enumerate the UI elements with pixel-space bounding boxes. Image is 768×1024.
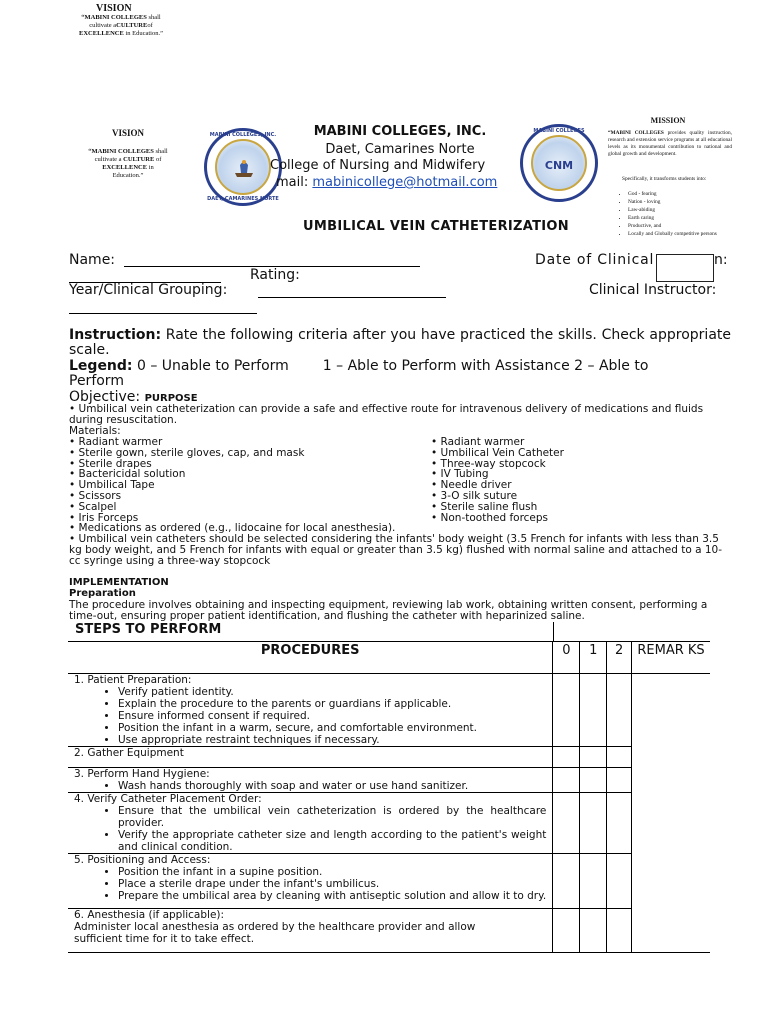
procedure-cell bbox=[68, 674, 553, 747]
date-label: Date of Clinical bbox=[535, 252, 655, 268]
scale-2-header: 2 bbox=[607, 642, 632, 674]
document-title: UMBILICAL VEIN CATHETERIZATION bbox=[303, 219, 569, 234]
procedure-step: 4. Verify Catheter Placement Order: bbox=[74, 793, 262, 805]
scale-0-header: 0 bbox=[553, 642, 580, 674]
procedures-header: PROCEDURES bbox=[68, 642, 553, 674]
date-box[interactable] bbox=[656, 254, 714, 282]
table-header-row bbox=[68, 642, 710, 674]
legend bbox=[69, 359, 731, 389]
table-row bbox=[68, 674, 710, 747]
step-title: Perform Hand Hygiene: bbox=[84, 768, 210, 780]
objective-label: Objective: bbox=[69, 389, 145, 405]
score-0-cell[interactable] bbox=[553, 768, 580, 793]
step-list bbox=[68, 686, 552, 746]
date-label-tail: n: bbox=[714, 252, 728, 268]
score-0-cell[interactable] bbox=[553, 793, 580, 854]
mission-text: “MABINI COLLEGES bbox=[608, 130, 664, 136]
legend-item: 0 – Unable to Perform bbox=[132, 358, 289, 374]
score-0-cell[interactable] bbox=[553, 909, 580, 953]
purpose-text: • Umbilical vein catheterization can provide a safe and effective route for intravenous delivery of medications and fluids during resuscitation. bbox=[69, 403, 704, 426]
instruction-text bbox=[69, 328, 731, 358]
step-number: 2. bbox=[74, 747, 85, 759]
step-text: Administer local anesthesia as ordered by the healthcare provider and allow sufficient time for it to take effect. bbox=[74, 921, 476, 945]
catheter-note: • Umbilical vein catheters should be selected considering the infants' body weight (3.5 French for infants with less than 3.5 kg body weight, and 5 French for infants with equal or greater than 3.5 kg) flushed with normal saline and attached to a 10-cc syringe using a three-way stopcock bbox=[69, 533, 723, 567]
preparation-text: The procedure involves obtaining and inspecting equipment, reviewing lab work, obtaining written consent, performing a time-out, ensuring proper patient identification, and flushing the catheter with heparinized saline. bbox=[69, 599, 708, 622]
list-item: • God - fearing bbox=[628, 190, 746, 198]
implementation-label: IMPLEMENTATION bbox=[69, 577, 169, 588]
email-label: mail: bbox=[276, 175, 313, 190]
step-list bbox=[68, 780, 552, 792]
procedures-table bbox=[68, 641, 710, 953]
rating-label: Rating: bbox=[250, 267, 300, 283]
list-item: • Radiant warmer bbox=[69, 436, 163, 448]
remarks-cell[interactable] bbox=[632, 909, 710, 953]
clinical-instructor-label: Clinical Instructor: bbox=[589, 282, 717, 298]
score-0-cell[interactable] bbox=[553, 854, 580, 909]
purpose-label: PURPOSE bbox=[144, 393, 198, 404]
score-1-cell[interactable] bbox=[580, 747, 607, 768]
vision-text: CULTURE bbox=[123, 156, 155, 163]
step-number: 1. bbox=[74, 674, 85, 686]
year-grouping-input-line[interactable] bbox=[258, 297, 446, 298]
seal-text: MABINI COLLEGES bbox=[533, 128, 585, 134]
procedure-step: 5. Positioning and Access: bbox=[74, 854, 211, 866]
list-item: • 3-O silk suture bbox=[431, 489, 518, 502]
vision-text: of bbox=[147, 22, 153, 29]
seal-text: MABINI COLLEGES, INC. bbox=[209, 132, 277, 138]
score-1-cell[interactable] bbox=[580, 793, 607, 854]
scale-1-header: 1 bbox=[580, 642, 607, 674]
lamp-icon bbox=[231, 155, 257, 181]
remarks-cell[interactable] bbox=[632, 747, 710, 768]
remarks-cell[interactable] bbox=[632, 674, 710, 747]
list-item: • Prepare the umbilical area by cleaning with antiseptic solution and allow it to dry. bbox=[118, 890, 546, 902]
college-name: College of Nursing and Midwifery bbox=[270, 158, 486, 173]
list-item: • Law-abiding bbox=[628, 206, 746, 214]
procedure-cell bbox=[68, 793, 553, 854]
list-item: • Nation - loving bbox=[628, 198, 746, 206]
table-top-divider bbox=[553, 622, 554, 642]
list-item: • Locally and Globally competitive persons bbox=[628, 230, 746, 238]
list-item: • Use appropriate restraint techniques if necessary. bbox=[118, 734, 552, 746]
procedure-cell bbox=[68, 909, 553, 953]
institution-name: MABINI COLLEGES, INC. bbox=[313, 124, 487, 139]
list-item: • Scalpel bbox=[69, 500, 117, 513]
score-2-cell[interactable] bbox=[607, 909, 632, 953]
table-row bbox=[68, 747, 710, 768]
remarks-cell[interactable] bbox=[632, 768, 710, 793]
list-item: • Non-toothed forceps bbox=[431, 511, 549, 524]
list-item: • Productive, and bbox=[628, 222, 746, 230]
list-item: • Needle driver bbox=[431, 479, 512, 492]
preparation-label: Preparation bbox=[69, 588, 136, 599]
table-row bbox=[68, 768, 710, 793]
list-item: • Verify the appropriate catheter size and length according to the patient's weight and clinical condition. bbox=[118, 829, 546, 853]
contact-email bbox=[276, 175, 497, 190]
seal-text: CNM bbox=[544, 159, 574, 172]
procedure-step: 6. Anesthesia (if applicable): bbox=[74, 909, 225, 921]
vision-text: cultivate a bbox=[89, 22, 117, 29]
score-2-cell[interactable] bbox=[607, 674, 632, 747]
institution-address: Daet, Camarines Norte bbox=[325, 142, 475, 157]
list-item: • Sterile gown, sterile gloves, cap, and mask bbox=[69, 446, 305, 459]
vision-text: EXCELLENCE bbox=[79, 30, 124, 37]
list-item: • Radiant warmer bbox=[431, 436, 525, 448]
steps-heading: STEPS TO PERFORM bbox=[75, 622, 222, 637]
top-vision-title: VISION bbox=[96, 3, 132, 14]
mission-specific: Specifically, it transforms students into: bbox=[622, 176, 707, 182]
list-item: • Umbilical Tape bbox=[69, 479, 155, 492]
procedure-step bbox=[68, 747, 552, 759]
score-0-cell[interactable] bbox=[553, 674, 580, 747]
list-item: • Scissors bbox=[69, 489, 122, 502]
list-item: • Position the infant in a warm, secure, and comfortable environment. bbox=[118, 722, 552, 734]
vision-text: CULTURE bbox=[116, 22, 148, 29]
vision-text: Education.” bbox=[112, 172, 144, 179]
legend-label: Legend: bbox=[69, 358, 133, 374]
vision-text: shall bbox=[153, 148, 168, 155]
materials-label: Materials: bbox=[69, 425, 121, 437]
vision-text: shall bbox=[146, 14, 161, 21]
seal-text: DAET, CAMARINES NORTE bbox=[207, 196, 279, 202]
list-item: • Verify patient identity. bbox=[118, 686, 552, 698]
medications-note: • Medications as ordered (e.g., lidocaine for local anesthesia). bbox=[69, 522, 396, 534]
header-vision-statement bbox=[80, 148, 176, 180]
list-item: • Iris Forceps bbox=[69, 511, 139, 524]
vision-text: “MABINI COLLEGES bbox=[81, 14, 147, 21]
step-list bbox=[68, 866, 552, 902]
table-row bbox=[68, 909, 710, 953]
score-1-cell[interactable] bbox=[580, 854, 607, 909]
procedure-step bbox=[68, 768, 552, 780]
list-item: • Position the infant in a supine position. bbox=[118, 866, 546, 878]
vision-text: of bbox=[154, 156, 162, 163]
email-link[interactable]: mabinicollege@hotmail.com bbox=[312, 175, 498, 190]
instruction-label: Instruction: bbox=[69, 327, 162, 343]
procedure-step bbox=[68, 674, 552, 686]
vision-text: “MABINI COLLEGES bbox=[88, 148, 154, 155]
score-2-cell[interactable] bbox=[607, 793, 632, 854]
score-2-cell[interactable] bbox=[607, 768, 632, 793]
list-item: • Explain the procedure to the parents or guardians if applicable. bbox=[118, 698, 552, 710]
name-label: Name: bbox=[69, 252, 116, 268]
list-item: • Ensure informed consent if required. bbox=[118, 710, 552, 722]
score-2-cell[interactable] bbox=[607, 747, 632, 768]
step-title: Gather Equipment bbox=[84, 747, 184, 759]
vision-text: in bbox=[147, 164, 154, 171]
mission-body bbox=[608, 130, 732, 158]
procedure-cell bbox=[68, 747, 553, 768]
list-item: • IV Tubing bbox=[431, 468, 489, 481]
instruction-body: Rate the following criteria after you have practiced the skills. Check appropriate scale. bbox=[69, 327, 731, 358]
list-item: • Umbilical Vein Catheter bbox=[431, 446, 564, 459]
list-item: • Sterile drapes bbox=[69, 457, 152, 470]
vision-text: cultivate a bbox=[94, 156, 124, 163]
remarks-cell[interactable] bbox=[632, 793, 710, 854]
score-0-cell[interactable] bbox=[553, 747, 580, 768]
step-list bbox=[68, 805, 552, 853]
score-1-cell[interactable] bbox=[580, 909, 607, 953]
materials-list-left bbox=[69, 437, 409, 523]
step-title: Patient Preparation: bbox=[84, 674, 192, 686]
remarks-cell[interactable] bbox=[632, 854, 710, 909]
list-item: • Wash hands thoroughly with soap and water or use hand sanitizer. bbox=[118, 780, 552, 792]
table-row bbox=[68, 854, 710, 909]
score-1-cell[interactable] bbox=[580, 768, 607, 793]
list-item: • Place a sterile drape under the infant's umbilicus. bbox=[118, 878, 546, 890]
list-item: • Earth caring bbox=[628, 214, 746, 222]
list-item: • Bactericidal solution bbox=[69, 468, 186, 481]
list-item: • Three-way stopcock bbox=[431, 457, 546, 470]
score-2-cell[interactable] bbox=[607, 854, 632, 909]
materials-list-right bbox=[431, 437, 731, 523]
year-grouping-label: Year/Clinical Grouping: bbox=[69, 282, 228, 298]
step-number: 3. bbox=[74, 768, 85, 780]
legend-item: 1 – Able to Perform with Assistance 2 – Able to bbox=[322, 358, 649, 374]
legend-item: Perform bbox=[69, 373, 124, 389]
remarks-header: REMAR KS bbox=[632, 642, 710, 674]
procedure-cell bbox=[68, 768, 553, 793]
list-item: • Ensure that the umbilical vein catheterization is ordered by the healthcare provider. bbox=[118, 805, 546, 829]
mission-text: provides quality instruction, research and extension service programs at all educational levels as its monumental contribution to national and global growth and development. bbox=[608, 130, 732, 157]
score-1-cell[interactable] bbox=[580, 674, 607, 747]
top-vision-statement bbox=[62, 14, 180, 38]
header-vision-title: VISION bbox=[111, 128, 144, 138]
procedure-cell bbox=[68, 854, 553, 909]
vision-text: EXCELLENCE bbox=[102, 164, 148, 171]
mission-title: MISSION bbox=[650, 116, 686, 125]
table-row bbox=[68, 793, 710, 854]
vision-text: in Education.” bbox=[123, 30, 163, 37]
clinical-instructor-input-line[interactable] bbox=[69, 313, 257, 314]
list-item: • Sterile saline flush bbox=[431, 500, 538, 513]
